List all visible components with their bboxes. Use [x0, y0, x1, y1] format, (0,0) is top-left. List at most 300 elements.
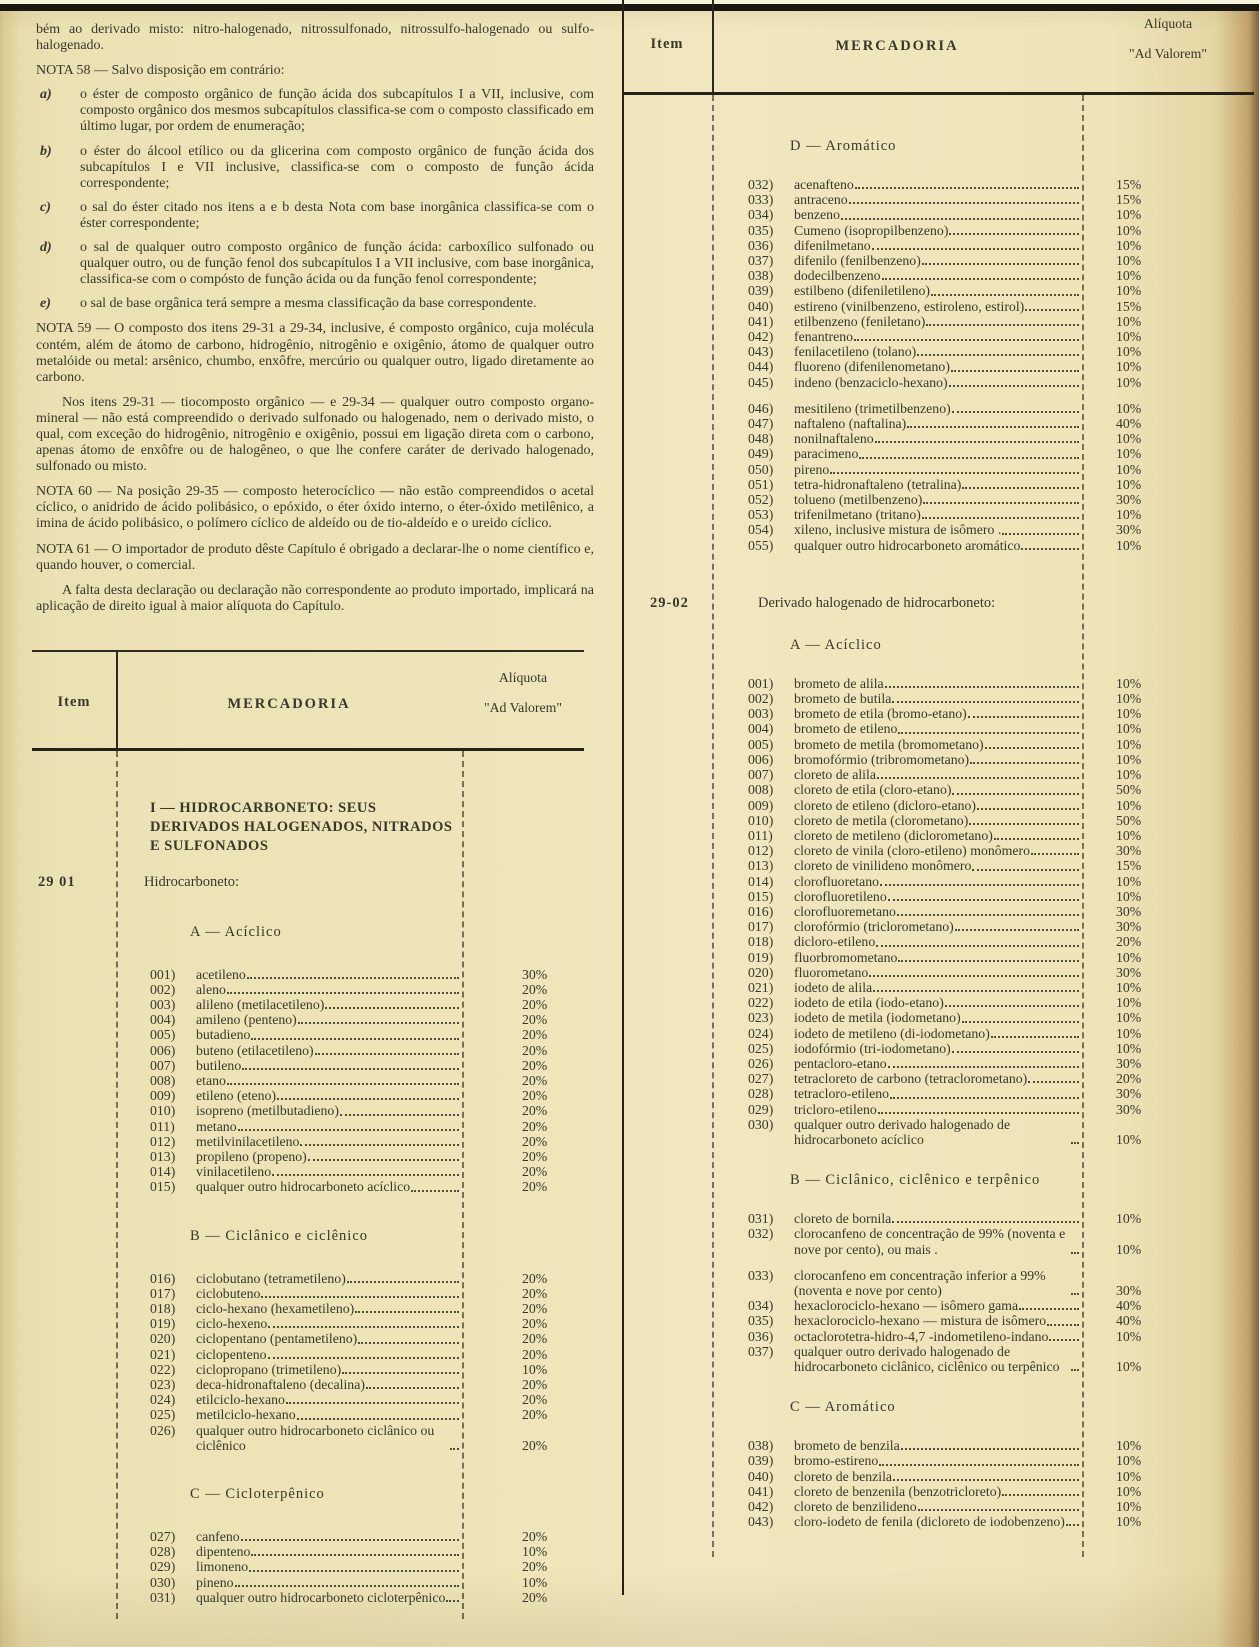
item-rate: 50% [1116, 812, 1142, 828]
item-description: estireno (vinilbenzeno, estiroleno, estirol) [794, 298, 1025, 314]
item-rate: 20% [522, 1589, 548, 1605]
item-number: 003) [748, 706, 774, 722]
dot-leader [892, 1221, 1079, 1223]
item-number: 049) [748, 446, 774, 462]
dot-leader [268, 1326, 459, 1328]
item-rate: 10% [1116, 313, 1142, 329]
dot-leader [277, 1098, 459, 1100]
table-row [32, 1179, 584, 1194]
item-rate: 10% [1116, 797, 1142, 813]
item-number: 033) [748, 192, 774, 208]
table-row [622, 858, 1254, 873]
dot-leader [340, 1114, 459, 1116]
item-description: cloreto de metila (clorometano) [794, 812, 969, 828]
dot-leader [268, 1357, 460, 1359]
dot-leader [991, 1036, 1079, 1038]
item-number: 004) [748, 721, 774, 737]
table-row [622, 329, 1254, 344]
item-number: 040) [748, 1468, 774, 1484]
item-number: 005) [748, 736, 774, 752]
dot-leader [872, 248, 1079, 250]
item-rate: 30% [1116, 1101, 1142, 1117]
dot-leader [970, 762, 1079, 764]
table-row [622, 1514, 1254, 1529]
item-number: 009) [150, 1088, 176, 1104]
item-rate: 10% [1116, 400, 1142, 416]
table-row [622, 782, 1254, 797]
col-header-aliquota [1082, 16, 1254, 61]
table-row [32, 1043, 584, 1058]
list-marker: a) [40, 87, 52, 103]
table-row [32, 967, 584, 982]
item-rate: 10% [1116, 359, 1142, 375]
col-header-aliquota [462, 670, 584, 715]
item-number: 017) [748, 919, 774, 935]
col-header-item: Item [57, 694, 91, 710]
item-description: cloreto de bornila [794, 1211, 892, 1227]
table-row [32, 1088, 584, 1103]
dot-leader [251, 1038, 459, 1040]
item-rate: 10% [1116, 431, 1142, 447]
table-row [622, 1484, 1254, 1499]
dot-leader [955, 929, 1079, 931]
dot-leader [952, 411, 1079, 413]
dot-leader [854, 339, 1079, 341]
item-rate: 15% [1116, 858, 1142, 874]
item-number: 051) [748, 476, 774, 492]
item-number: 045) [748, 374, 774, 390]
item-rate: 10% [1116, 979, 1142, 995]
dot-leader [968, 716, 1079, 718]
table-row [622, 1329, 1254, 1344]
dot-leader [877, 777, 1079, 779]
table-row [32, 1271, 584, 1286]
item-rate: 20% [522, 1529, 548, 1545]
item-rate: 10% [1116, 253, 1142, 269]
item-rate: 20% [522, 1285, 548, 1301]
item-description: canfeno [196, 1529, 240, 1545]
table-row [622, 1499, 1254, 1514]
item-number: 043) [748, 344, 774, 360]
item-description: fenantreno [794, 329, 853, 345]
dot-leader [972, 869, 1079, 871]
table-row [622, 1438, 1254, 1453]
item-description: metano [196, 1118, 237, 1134]
table-row [622, 1086, 1254, 1101]
item-number: 005) [150, 1027, 176, 1043]
table-row [32, 1392, 584, 1407]
dot-leader [898, 732, 1079, 734]
item-description: difenilo (fenilbenzeno) [794, 253, 921, 269]
item-rate: 10% [1116, 1040, 1142, 1056]
table-row [32, 982, 584, 997]
list-text: o sal de base orgânica terá sempre a mesma classificação da base correspondente. [80, 296, 537, 312]
dot-leader [949, 233, 1079, 235]
table-row [32, 1012, 584, 1027]
table-row [622, 798, 1254, 813]
dot-leader [300, 1144, 459, 1146]
dot-leader [830, 472, 1079, 474]
item-number: 035) [748, 1313, 774, 1329]
table-row [32, 1347, 584, 1362]
item-description: metilvinilacetileno [196, 1133, 300, 1149]
dot-leader [901, 1448, 1079, 1450]
item-description: amileno (penteno) [196, 1012, 297, 1028]
item-number: 019) [150, 1316, 176, 1332]
item-description: tetra-hidronaftaleno (tetralina) [794, 476, 962, 492]
item-description: estilbeno (difeniletileno) [794, 283, 931, 299]
item-number: 003) [150, 996, 176, 1012]
item-number: 021) [150, 1346, 176, 1362]
item-rate: 10% [1116, 1025, 1142, 1041]
item-number: 034) [748, 207, 774, 223]
nota-59-paragraph: NOTA 59 — O composto dos itens 29-31 a 29-34, inclusive, é composto orgânico, cuja molécula contém, além de átomo de carbono, hidrogênio, nitrogênio e oxigênio, átomo de qualquer outro metalóide ou metal: arsênico, chumbo, enxôfre, mercúrio ou qualquer outro, ligado diretamente ao carbono. [36, 321, 594, 385]
item-rate: 20% [522, 1133, 548, 1149]
item-description: bromo-estireno [794, 1453, 879, 1469]
table-row [622, 1226, 1254, 1256]
item-number: 004) [150, 1012, 176, 1028]
dot-leader [962, 487, 1079, 489]
table-row [622, 299, 1254, 314]
item-description: naftaleno (naftalina) [794, 416, 907, 432]
item-number: 030) [748, 1116, 774, 1132]
item-rate: 30% [1116, 903, 1142, 919]
table-row [622, 1344, 1254, 1374]
item-number: 020) [748, 964, 774, 980]
item-rate: 10% [1116, 222, 1142, 238]
item-number: 052) [748, 492, 774, 508]
position-title: Derivado halogenado de hidrocarboneto: [758, 594, 996, 611]
item-description: ciclobuteno [196, 1285, 261, 1301]
item-number: 036) [748, 1328, 774, 1344]
nota-61-paragraph-2: A falta desta declaração ou declaração não correspondente ao produto importado, implicará na aplicação de direito igual à maior alíquota do Capítulo. [36, 582, 594, 614]
table-row [622, 359, 1254, 374]
dot-leader [849, 202, 1079, 204]
nota-58-items [36, 87, 594, 312]
item-rate: 20% [522, 1300, 548, 1316]
dot-leader [892, 701, 1079, 703]
dot-leader [879, 1464, 1079, 1466]
table-row [32, 1058, 584, 1073]
item-rate: 20% [522, 1088, 548, 1104]
dot-leader [298, 1022, 459, 1024]
item-description: paracimeno [794, 446, 859, 462]
item-number: 037) [748, 1343, 774, 1359]
dot-leader [272, 1174, 459, 1176]
item-rate: 30% [1116, 843, 1142, 859]
item-number: 018) [150, 1300, 176, 1316]
table-row [622, 1026, 1254, 1041]
item-rate: 10% [1116, 706, 1142, 722]
table-row [622, 1056, 1254, 1071]
nota-59-paragraph-2: Nos itens 29-31 — tiocomposto orgânico — e 29-34 — qualquer outro composto organo-mineral — não está compreendido o derivado sulfonado ou halogenado, nem o derivado misto, o qual, com exceção do hidrogênio, nitrogênio e oxigênio, possui em ligação direta com o carbono, apenas átomo de enxôfre ou de halogêneo, o que lhe confere caráter de derivado halogenado, sulfonado ou misto. [36, 394, 594, 475]
item-rate: 10% [1116, 283, 1142, 299]
item-description: nonilnaftaleno [794, 431, 874, 447]
item-description: brometo de alila [794, 675, 884, 691]
item-number: 038) [748, 1438, 774, 1454]
item-number: 009) [748, 797, 774, 813]
note-paragraph-intro: bém ao derivado misto: nitro-halogenado, nitrossulfonado, nitrossulfo-halogenado ou sulfo-halogenado. [36, 22, 594, 54]
item-number: 024) [150, 1392, 176, 1408]
table-row [32, 1331, 584, 1346]
item-rate: 10% [1116, 461, 1142, 477]
table-row [622, 1071, 1254, 1086]
dot-leader [969, 823, 1079, 825]
item-number: 034) [748, 1298, 774, 1314]
item-rate: 15% [1116, 177, 1142, 192]
item-description: indeno (benzaciclo-hexano) [794, 374, 948, 390]
row-gap [622, 1257, 1254, 1268]
table-row [622, 1268, 1254, 1298]
table-row [622, 1102, 1254, 1117]
item-number: 012) [150, 1133, 176, 1149]
list-text: o éster do álcool etílico ou da glicerina com composto orgânico de função ácida dos subcapítulos I e VII inclusive, classifica-se com o composto de função ácida correspondente; [80, 143, 594, 191]
dot-leader [1028, 1081, 1079, 1083]
table-row [622, 477, 1254, 492]
item-description: alileno (metilacetileno) [196, 996, 325, 1012]
dot-leader [897, 914, 1079, 916]
item-rate: 10% [1116, 873, 1142, 889]
item-rate: 10% [1116, 1483, 1142, 1499]
item-rate: 10% [1116, 1514, 1142, 1530]
item-description: butadieno [196, 1027, 251, 1043]
table-row [622, 538, 1254, 553]
item-number: 013) [150, 1148, 176, 1164]
item-description: ciclopropano (trimetileno) [196, 1361, 342, 1377]
list-marker: d) [40, 240, 52, 256]
dot-leader [898, 960, 1079, 962]
item-description: brometo de butila [794, 691, 892, 707]
table-row [622, 1469, 1254, 1484]
dot-leader [325, 1007, 459, 1009]
item-rate: 10% [1116, 344, 1142, 360]
item-number: 048) [748, 431, 774, 447]
item-number: 037) [748, 253, 774, 269]
dot-leader [1047, 1324, 1079, 1326]
item-rate: 20% [522, 1437, 548, 1453]
item-rate: 30% [1116, 1282, 1142, 1298]
item-description: cloreto de benzenila (benzotricloreto) [794, 1483, 1002, 1499]
item-description: tolueno (metilbenzeno) [794, 492, 923, 508]
item-number: 011) [748, 827, 773, 843]
dot-leader [238, 1129, 459, 1131]
item-rate: 20% [522, 1270, 548, 1286]
table-row [32, 1377, 584, 1392]
item-rate: 20% [522, 1057, 548, 1073]
item-number: 011) [150, 1118, 175, 1134]
dot-leader [227, 992, 459, 994]
item-number: 030) [150, 1574, 176, 1590]
dot-leader [931, 294, 1079, 296]
table-row [622, 507, 1254, 522]
item-rate: 30% [1116, 964, 1142, 980]
item-rate: 10% [1116, 1453, 1142, 1469]
item-number: 027) [150, 1529, 176, 1545]
table-row [622, 1298, 1254, 1313]
item-number: 028) [150, 1544, 176, 1560]
table-row [622, 934, 1254, 949]
item-rate: 10% [522, 1361, 548, 1377]
nota-58-title: NOTA 58 — Salvo disposição em contrário: [36, 63, 285, 79]
item-description: Cumeno (isopropilbenzeno) [794, 222, 949, 238]
dot-leader [869, 975, 1079, 977]
table-row [622, 737, 1254, 752]
item-number: 007) [748, 767, 774, 783]
dot-leader [951, 370, 1079, 372]
item-description: cloro-iodeto de fenila (dicloreto de iodobenzeno) [794, 1514, 1065, 1530]
item-rate: 20% [522, 1316, 548, 1332]
table-row [622, 874, 1254, 889]
item-number: 014) [748, 873, 774, 889]
item-rate: 10% [1116, 1131, 1142, 1147]
table-row [622, 431, 1254, 446]
dot-leader [247, 977, 459, 979]
item-description: ciclopenteno [196, 1346, 267, 1362]
item-number: 025) [150, 1407, 176, 1423]
item-description: octaclorotetra-hidro-4,7 -indometileno-indano [794, 1328, 1049, 1344]
dot-leader [1002, 1494, 1079, 1496]
item-description: cloreto de benzilideno [794, 1499, 917, 1515]
dot-leader [918, 1509, 1079, 1511]
item-rate: 10% [1116, 1211, 1142, 1227]
item-description: fenilacetileno (tolano) [794, 344, 917, 360]
item-description: tetracloro-etileno [794, 1086, 889, 1102]
table-row [32, 1103, 584, 1118]
item-description: iodeto de alila [794, 979, 873, 995]
item-rate: 20% [522, 1012, 548, 1028]
item-description: bromofórmio (tribromometano) [794, 751, 970, 767]
table-row [622, 416, 1254, 431]
item-rate: 15% [1116, 192, 1142, 208]
dot-leader [907, 426, 1079, 428]
item-number: 022) [150, 1361, 176, 1377]
dot-leader [859, 457, 1079, 459]
table-row [622, 314, 1254, 329]
dot-leader [1071, 1369, 1079, 1371]
dot-leader [227, 1083, 459, 1085]
table-row [622, 253, 1254, 268]
item-description: metilciclo-hexano [196, 1407, 296, 1423]
item-rate: 20% [522, 1179, 548, 1195]
item-rate: 20% [522, 1118, 548, 1134]
table-row [622, 223, 1254, 238]
item-number: 017) [150, 1285, 176, 1301]
item-rate: 10% [1116, 827, 1142, 843]
position-code: 29-02 [650, 594, 689, 611]
item-rate: 10% [1116, 691, 1142, 707]
item-rate: 10% [1116, 1438, 1142, 1454]
col-header-mercadoria: MERCADORIA [835, 38, 959, 54]
item-number: 044) [748, 359, 774, 375]
dot-leader [945, 1005, 1079, 1007]
item-rate: 10% [1116, 507, 1142, 523]
item-number: 020) [150, 1331, 176, 1347]
table-row [32, 1073, 584, 1088]
table-row [622, 1453, 1254, 1468]
dot-leader [1071, 1293, 1079, 1295]
table-row [622, 1211, 1254, 1226]
table-row [622, 1313, 1254, 1328]
item-description: fluorbromometano [794, 949, 898, 965]
table-row [622, 828, 1254, 843]
item-number: 040) [748, 298, 774, 314]
item-description: xileno, inclusive mistura de isômero . [794, 522, 1002, 538]
item-rate: 10% [1116, 1468, 1142, 1484]
item-description: pireno [794, 461, 830, 477]
item-number: 031) [150, 1589, 176, 1605]
item-number: 015) [748, 888, 774, 904]
item-description: fluoreno (difenilenometano) [794, 359, 950, 375]
ad-valorem-label: "Ad Valorem" [483, 700, 563, 716]
dot-leader [855, 187, 1079, 189]
item-description: etilciclo-hexano [196, 1392, 285, 1408]
item-number: 016) [150, 1270, 176, 1286]
dot-leader [952, 793, 1079, 795]
item-rate: 20% [522, 1148, 548, 1164]
dot-leader [366, 1387, 459, 1389]
item-description: qualquer outro hidrocarboneto aromático [794, 537, 1021, 553]
dot-leader [1049, 1339, 1079, 1341]
item-description: tricloro-etileno [794, 1101, 877, 1117]
item-rate: 20% [522, 1103, 548, 1119]
item-rate: 20% [522, 1392, 548, 1408]
table-row [32, 1559, 584, 1574]
item-description: propileno (propeno) [196, 1148, 307, 1164]
item-number: 029) [748, 1101, 774, 1117]
table-row [622, 965, 1254, 980]
item-description: qualquer outro hidrocarboneto cicloterpênico [196, 1589, 446, 1605]
table-row [32, 1407, 584, 1422]
table-row [32, 1119, 584, 1134]
table-row [622, 1117, 1254, 1147]
table-row [32, 997, 584, 1012]
item-description: dicloro-etileno [794, 934, 876, 950]
item-number: 041) [748, 313, 774, 329]
table-row [622, 767, 1254, 782]
nota-61-paragraph: NOTA 61 — O importador de produto dêste Capítulo é obrigado a declarar-lhe o nome científico e, quando houver, o comercial. [36, 541, 594, 573]
item-rate: 20% [522, 1346, 548, 1362]
dot-leader [977, 808, 1079, 810]
item-number: 047) [748, 416, 774, 432]
dot-leader [308, 1159, 459, 1161]
dot-leader [994, 838, 1079, 840]
subsection-heading: A — Acíclico [190, 923, 282, 940]
subsection-heading: C — Aromático [790, 1399, 896, 1416]
table-row [622, 706, 1254, 721]
item-rate: 20% [522, 1331, 548, 1347]
item-rate: 10% [1116, 767, 1142, 783]
table-row [622, 980, 1254, 995]
item-rate: 10% [1116, 476, 1142, 492]
item-rate: 10% [1116, 736, 1142, 752]
item-number: 008) [748, 782, 774, 798]
table-row [622, 177, 1254, 192]
item-number: 018) [748, 934, 774, 950]
subsection-heading: B — Ciclânico, ciclênico e terpênico [790, 1172, 1041, 1189]
item-rate: 20% [522, 981, 548, 997]
notes-section [36, 22, 594, 615]
dot-leader [411, 1190, 459, 1192]
position-row [622, 595, 1254, 612]
dot-leader [315, 1053, 459, 1055]
dot-leader [1019, 1308, 1079, 1310]
table-row [622, 752, 1254, 767]
item-rate: 20% [522, 996, 548, 1012]
item-description: ciclobutano (tetrametileno) [196, 1270, 346, 1286]
item-number: 042) [748, 329, 774, 345]
dot-leader [952, 1051, 1079, 1053]
item-description: ciclopentano (pentametileno) [196, 1331, 358, 1347]
